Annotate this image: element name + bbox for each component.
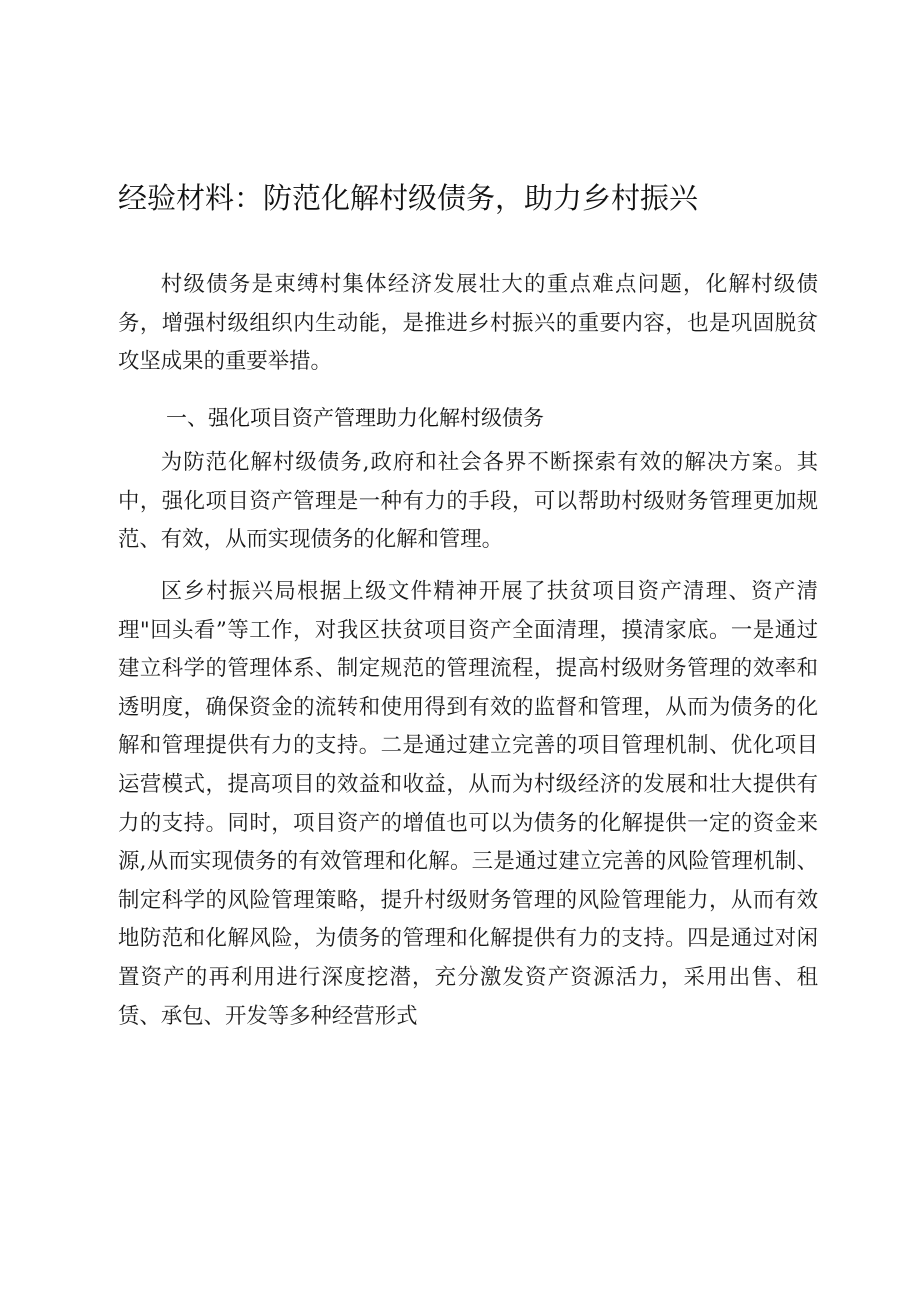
- section-heading-1: 一、强化项目资产管理助力化解村级债务: [166, 406, 544, 430]
- paragraph-section-1-detail: 区乡村振兴局根据上级文件精神开展了扶贫项目资产清理、资产清理"回头看”等工作，对我区扶贫项目资产全面清理，摸清家底。一是通过建立科学的管理体系、制定规范的管理流程，提高村级财务管理的效率和透明度，确保资金的流转和使用得到有效的监督和管理，从而为债务的化解和管理提供有力的支持。二是通过建立完善的项目管理机制、优化项目运营模式，提高项目的效益和收益，从而为村级经济的发展和壮大提供有力的支持。同时，项目资产的增值也可以为债务的化解提供一定的资金来源,从而实现债务的有效管理和化解。三是通过建立完善的风险管理机制、制定科学的风险管理策略，提升村级财务管理的风险管理能力，从而有效地防范和化解风险，为债务的管理和化解提供有力的支持。四是通过对闲置资产的再利用进行深度挖潜，充分激发资产资源活力，采用出售、租赁、承包、开发等多种经营形式: [118, 579, 818, 1029]
- document-title: 经验材料：防范化解村级债务，助力乡村振兴: [118, 181, 699, 215]
- paragraph-section-1-intro: 为防范化解村级债务,政府和社会各界不断探索有效的解决方案。其中，强化项目资产管理是一种有力的手段，可以帮助村级财务管理更加规范、有效，从而实现债务的化解和管理。: [118, 450, 818, 553]
- paragraph-intro: 村级债务是束缚村集体经济发展壮大的重点难点问题，化解村级债务，增强村级组织内生动能，是推进乡村振兴的重要内容，也是巩固脱贫攻坚成果的重要举措。: [118, 272, 818, 375]
